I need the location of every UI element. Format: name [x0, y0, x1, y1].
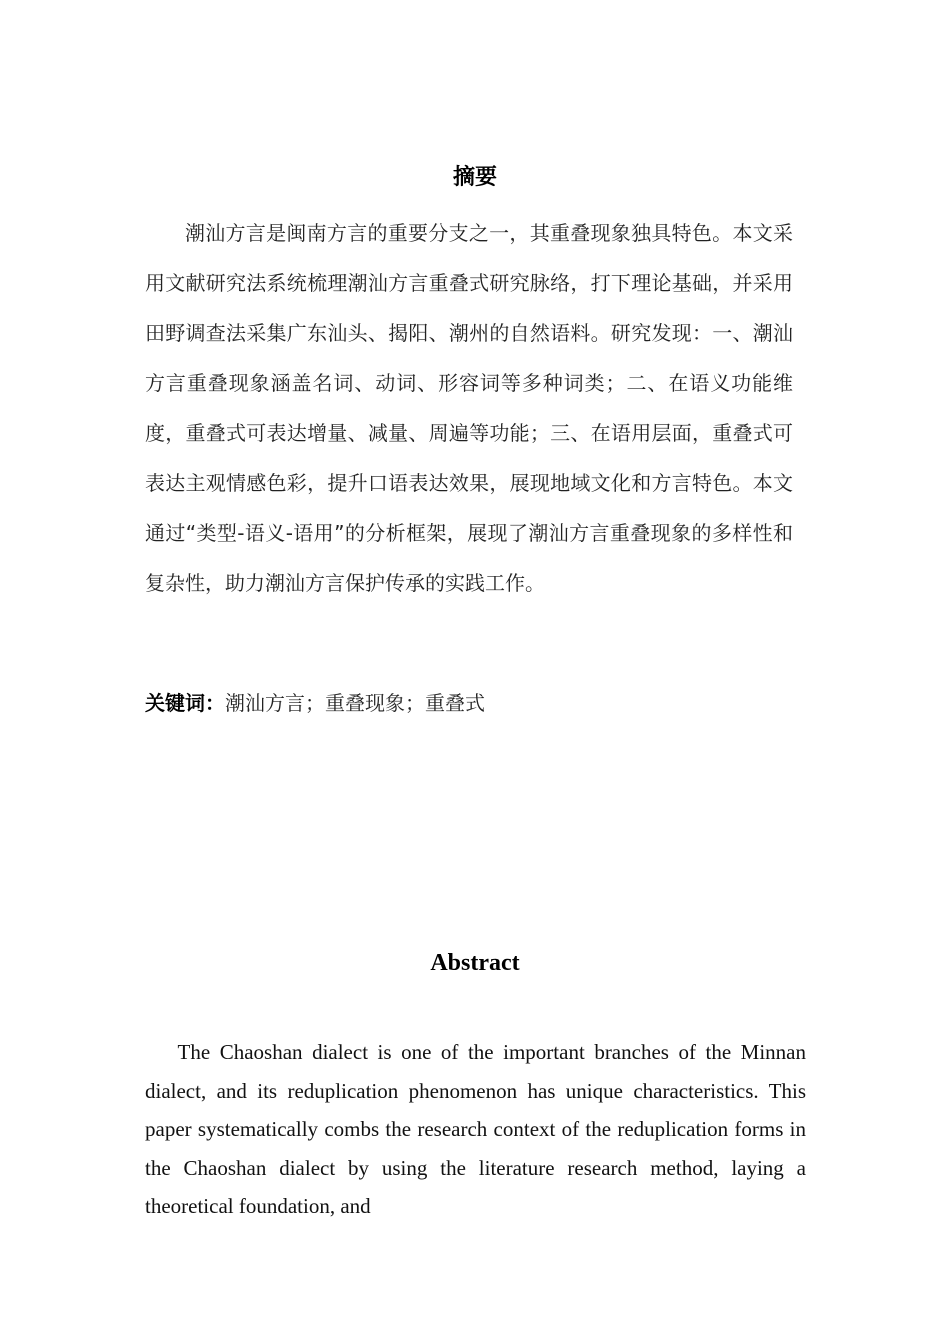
- english-abstract-body: The Chaoshan dialect is one of the important branches of the Minnan dialect, and its reduplication phenomenon has unique characteristics. This paper systematically combs the research context of the reduplication forms in the Chaoshan dialect by using the literature research method, laying a theoretical foundation, and: [145, 1040, 806, 1219]
- chinese-abstract-body: 潮汕方言是闽南方言的重要分支之一，其重叠现象独具特色。本文采用文献研究法系统梳理潮汕方言重叠式研究脉络，打下理论基础，并采用田野调查法采集广东汕头、揭阳、潮州的自然语料。研究发现：一、潮汕方言重叠现象涵盖名词、动词、形容词等多种词类；二、在语义功能维度，重叠式可表达增量、减量、周遍等功能；三、在语用层面，重叠式可表达主观情感色彩，提升口语表达效果，展现地域文化和方言特色。本文通过“类型-语义-语用”的分析框架，展现了潮汕方言重叠现象的多样性和复杂性，助力潮汕方言保护传承的实践工作。: [145, 221, 793, 595]
- keywords-label: 关键词：: [145, 691, 225, 715]
- chinese-abstract-title: 摘要: [452, 165, 497, 190]
- chinese-keywords: [145, 688, 793, 718]
- keywords-text: 潮汕方言；重叠现象；重叠式: [225, 691, 485, 715]
- english-abstract-title: Abstract: [430, 950, 520, 976]
